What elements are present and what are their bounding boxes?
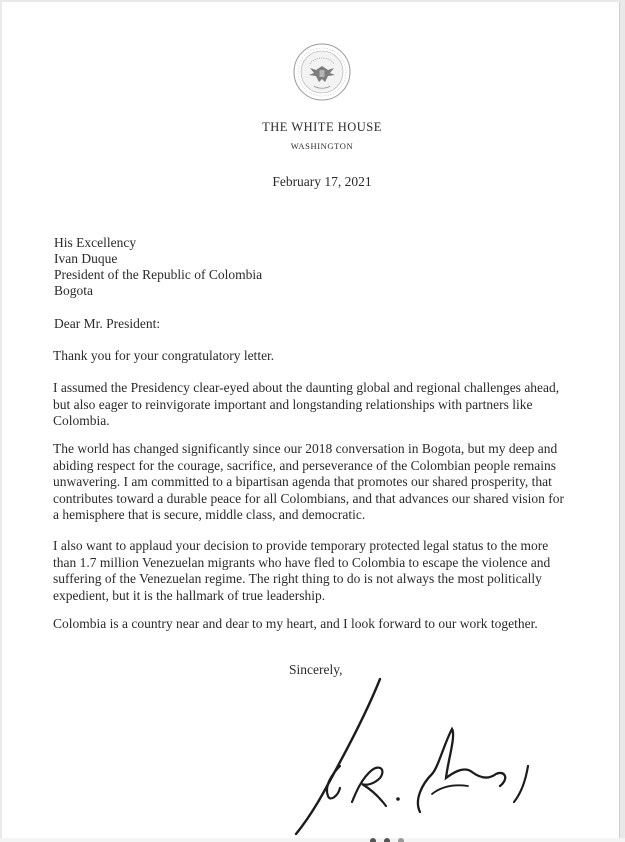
body-paragraph: I also want to applaud your decision to provide temporary protected legal status to the more than 1.7 million Venezuelan migrants who have fled to Colombia to escape the violence and suffering of the Venezuelan regime. The right thing to do is not always the most politically expedient, but it is the hallmark of true leadership.	[53, 538, 551, 603]
body-paragraph: Thank you for your congratulatory letter.	[53, 348, 275, 363]
letter-date: February 17, 2021	[272, 174, 372, 189]
body-paragraph: I assumed the Presidency clear-eyed about the daunting global and regional challenges ahead, but also eager to reinvigorate important and longstanding relationships with partners like Colombia.	[53, 380, 560, 428]
letterhead-title: THE WHITE HOUSE	[262, 120, 382, 134]
viewer-control-icon[interactable]	[370, 838, 376, 842]
viewer-control-icon[interactable]	[384, 838, 390, 842]
viewer-scroll-strip	[0, 838, 625, 842]
body-paragraph: Colombia is a country near and dear to my heart, and I look forward to our work together.	[53, 616, 538, 631]
salutation: Dear Mr. President:	[54, 316, 161, 331]
viewer-control-icon[interactable]	[398, 838, 404, 842]
closing: Sincerely,	[289, 662, 343, 677]
handwritten-signature-icon	[282, 674, 582, 838]
recipient-line: His Excellency	[54, 235, 137, 250]
recipient-line: Bogota	[54, 283, 93, 298]
recipient-line: Ivan Duque	[54, 251, 118, 266]
recipient-line: President of the Republic of Colombia	[54, 267, 263, 282]
letterhead-city: WASHINGTON	[290, 141, 354, 151]
letter-page	[2, 2, 620, 838]
body-paragraph: The world has changed significantly since our 2018 conversation in Bogota, but my deep and abiding respect for the courage, sacrifice, and perseverance of the Colombian people remains unwavering. I am committed to a bipartisan agenda that promotes our shared prosperity, that contributes toward a durable peace for all Colombians, and that advances our shared vision for a hemisphere that is secure, middle class, and democratic.	[53, 441, 564, 522]
presidential-seal-icon	[292, 42, 352, 102]
